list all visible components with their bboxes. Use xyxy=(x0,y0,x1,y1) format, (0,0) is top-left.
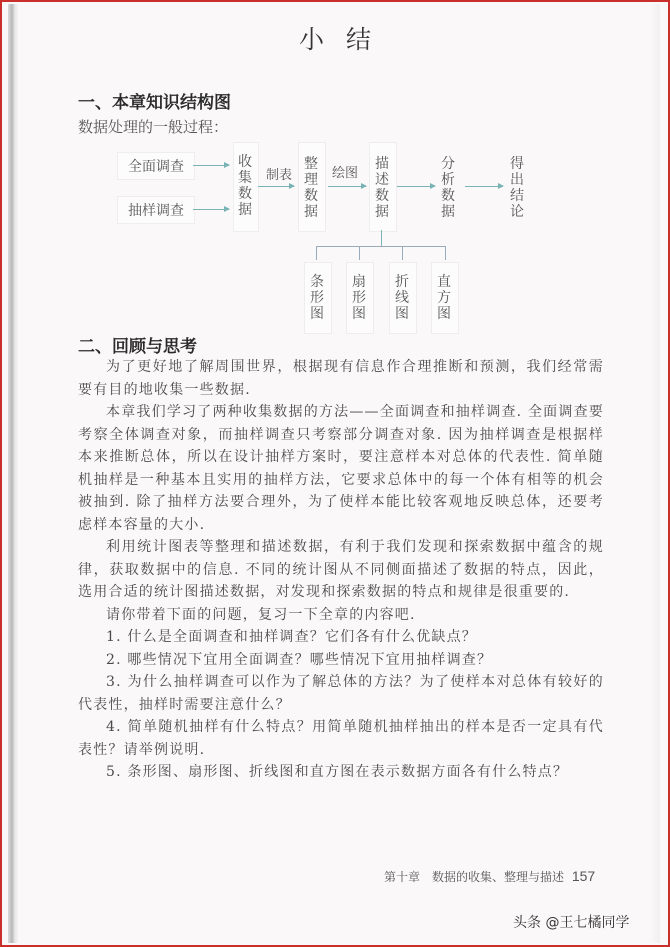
source-label: 全面调查 xyxy=(128,159,184,175)
step-collect-data: 收集数据 xyxy=(238,154,252,218)
edge-label-draw: 绘图 xyxy=(332,166,359,181)
step-organize-data: 整理数据 xyxy=(304,156,318,220)
page-edge xyxy=(650,4,660,943)
chart-type-bar: 条形图 xyxy=(310,274,324,322)
edge-label-tabulate: 制表 xyxy=(266,168,293,183)
question-item: 2. 哪些情况下宜用全面调查？哪些情况下宜用抽样调查？ xyxy=(106,651,493,668)
step-analyze-data: 分析数据 xyxy=(441,156,455,220)
page-number: 157 xyxy=(571,868,596,884)
branch-leg xyxy=(402,246,403,260)
review-body xyxy=(78,356,604,784)
source-box-census xyxy=(117,152,195,180)
arrow-icon xyxy=(193,165,229,166)
step-conclusion: 得出结论 xyxy=(510,156,524,220)
arrow-icon xyxy=(258,186,294,187)
chart-type-pie: 扇形图 xyxy=(352,274,366,322)
book-spine-shadow xyxy=(8,4,18,943)
arrow-icon xyxy=(193,209,229,210)
step-describe-data: 描述数据 xyxy=(375,156,389,220)
page-title: 小结 xyxy=(298,25,393,54)
paragraph: 为了更好地了解周围世界，根据现有信息作合理推断和预测，我们经常需要有目的地收集一些数据. xyxy=(78,359,604,398)
paragraph: 利用统计图表等整理和描述数据，有利于我们发现和探索数据中蕴含的规律，获取数据中的信息. 不同的统计图从不同侧面描述了数据的特点，因此，选用合适的统计图描述数据，对发现和探索数据的特点和规律是很重要的. xyxy=(78,539,604,600)
chart-type-histogram: 直方图 xyxy=(437,274,451,322)
arrow-icon xyxy=(328,186,366,187)
section-heading-review: 二、回顾与思考 xyxy=(78,337,197,357)
question-item: 4. 简单随机抽样有什么特点？用简单随机抽样抽出的样本是否一定具有代表性？请举例说明. xyxy=(78,719,604,758)
source-box-sampling xyxy=(117,196,195,224)
question-item: 5. 条形图、扇形图、折线图和直方图在表示数据方面各有什么特点？ xyxy=(106,764,569,780)
branch-connector xyxy=(381,230,382,246)
branch-leg xyxy=(359,246,360,260)
arrow-icon xyxy=(465,186,503,187)
page-footer xyxy=(384,868,595,885)
watermark: 头条 @王七橘同学 xyxy=(513,915,630,931)
branch-leg xyxy=(445,246,446,260)
branch-bar xyxy=(316,246,446,247)
arrow-icon xyxy=(397,186,435,187)
question-item: 1. 什么是全面调查和抽样调查？它们各有什么优缺点？ xyxy=(106,629,478,645)
diagram-intro: 数据处理的一般过程： xyxy=(78,118,229,136)
chapter-title: 第十章 数据的收集、整理与描述 xyxy=(384,870,565,884)
question-item: 3. 为什么抽样调查可以作为了解总体的方法？为了使样本对总体有较好的代表性，抽样时需要注意什么？ xyxy=(78,674,604,713)
source-label: 抽样调查 xyxy=(128,203,184,219)
branch-leg xyxy=(316,246,317,260)
paragraph: 本章我们学习了两种收集数据的方法——全面调查和抽样调查. 全面调查要考察全体调查对象，而抽样调查只考察部分调查对象. 因为抽样调查是根据样本来推断总体，所以在设计抽样方案时，要注意样本对总体的代表性. 简单随机抽样是一种基本且实用的抽样方法，它要求总体中的每一个体有相等的机会被抽到. 除了抽样方法要合理外，为了使样本能比较客观地反映总体，还要考虑样本容量的大小. xyxy=(78,404,604,533)
chart-type-line: 折线图 xyxy=(395,274,409,322)
section-heading-structure: 一、本章知识结构图 xyxy=(78,93,231,113)
paragraph: 请你带着下面的问题，复习一下全章的内容吧. xyxy=(106,606,416,623)
